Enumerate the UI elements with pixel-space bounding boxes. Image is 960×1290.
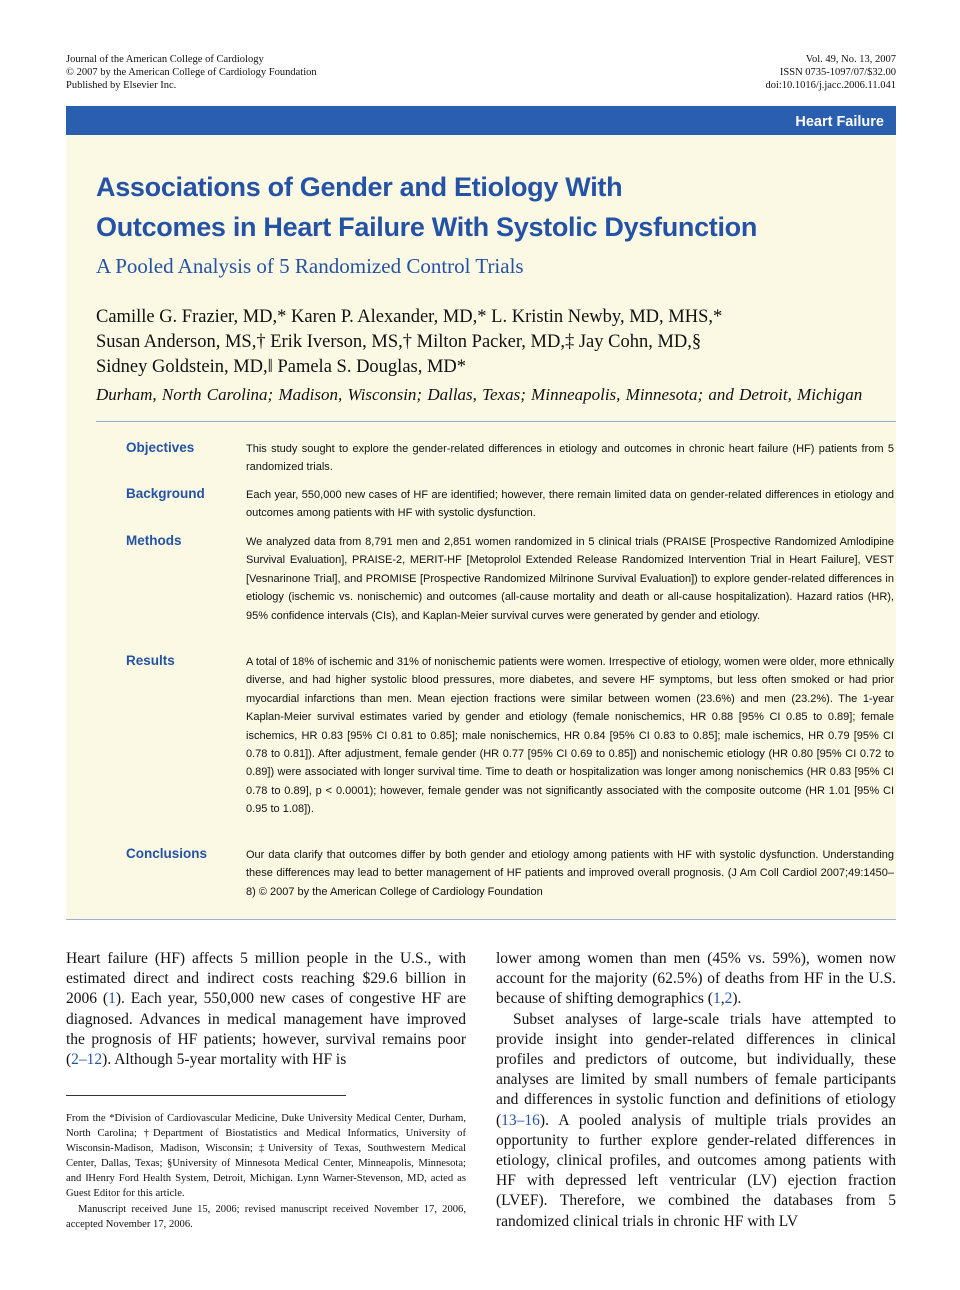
journal-header <box>66 53 317 92</box>
reference-link[interactable]: 2–12 <box>71 1051 103 1069</box>
divider <box>66 919 896 920</box>
background-text: Each year, 550,000 new cases of HF are identified; however, there remain limited data on gender-related differences in etiology and outcomes among patients with HF with systolic dysfunction. <box>246 489 894 520</box>
conclusions-text: Our data clarify that outcomes differ by both gender and etiology among patients with HF with systolic dysfunction. Understanding these differences may lead to better management of HF patients and improved overall prognosis. (J Am Coll Cardiol 2007;49:1450–8) © 2007 by the American College of Cardiology Foundation <box>246 849 894 898</box>
results-text: A total of 18% of ischemic and 31% of nonischemic patients were women. Irrespective of etiology, women were older, more ethnically diverse, and had higher systolic blood pressures, more diabetes, and severe HF symptoms, but less often smoked or had prior myocardial infarctions than men. Mean ejection fractions were similar between women (23.6%) and men (23.2%). The 1-year Kaplan-Meier survival estimates varied by gender and etiology (female nonischemics, HR 0.88 [95% CI 0.85 to 0.89]; female ischemics, HR 0.83 [95% CI 0.81 to 0.85]; male nonischemics, HR 0.84 [95% CI 0.83 to 0.85]; male ischemics, HR 0.79 [95% CI 0.78 to 0.81]). After adjustment, female gender (HR 0.77 [95% CI 0.69 to 0.85]) and nonischemic etiology (HR 0.80 [95% CI 0.72 to 0.89]) were associated with longer survival time. Time to death or hospitalization was longer among nonischemics (HR 0.83 [95% CI 0.78 to 0.89], p < 0.0001); however, female gender was not significantly associated with the composite outcome (HR 1.01 [95% CI 0.95 to 1.08]). <box>246 656 894 816</box>
author-locations: Durham, North Carolina; Madison, Wisconsin; Dallas, Texas; Minneapolis, Minnesota; and Detroit, Michigan <box>96 385 863 404</box>
section-band <box>66 106 896 135</box>
footnote-affiliations: From the *Division of Cardiovascular Medicine, Duke University Medical Center, Durham, North Carolina; †Department of Biostatistics and Medical Informatics, University of Wisconsin-Madison, Madison, Wisconsin; ‡University of Texas, Southwestern Medical Center, Dallas, Texas; §University of Minnesota Medical Center, Minneapolis, Minnesota; and ‖Henry Ford Health System, Detroit, Michigan. Lynn Warner-Stevenson, MD, acted as Guest Editor for this article. <box>66 1113 466 1200</box>
methods-label: Methods <box>126 533 182 548</box>
footnote-received: Manuscript received June 15, 2006; revised manuscript received November 17, 2006, accepted November 17, 2006. <box>66 1203 466 1230</box>
reference-link[interactable]: 1 <box>712 990 721 1008</box>
publisher-line: Published by Elsevier Inc. <box>66 80 177 91</box>
body-column-left <box>66 949 466 1070</box>
methods-text: We analyzed data from 8,791 men and 2,851 women randomized in 5 clinical trials (PRAISE [Prospective Randomized Amlodipine Survival Evaluation], PRAISE-2, MERIT-HF [Metoprolol Extended Release Randomized Intervention Trial in Heart Failure], VEST [Vesnarinone Trial], and PROMISE [Prospective Randomized Milrinone Survival Evaluation]) to explore gender-related differences in etiology (ischemic vs. nonischemic) and outcomes (all-cause mortality and death or all-cause hospitalization). Hazard ratios (HR), 95% confidence intervals (CIs), and Kaplan-Meier survival curves were generated by gender and etiology. <box>246 536 894 622</box>
results-label: Results <box>126 653 175 668</box>
footnote <box>66 1111 466 1232</box>
authors-line-2: Susan Anderson, MS,† Erik Iverson, MS,† Milton Packer, MD,‡ Jay Cohn, MD,§ <box>96 332 702 352</box>
article-subtitle: A Pooled Analysis of 5 Randomized Control Trials <box>96 254 524 278</box>
objectives-label: Objectives <box>126 440 195 455</box>
conclusions-label: Conclusions <box>126 846 208 861</box>
body-column-right <box>496 949 896 1232</box>
body-paragraph: Heart failure (HF) affects 5 million people in the U.S., with estimated direct and indirect costs reaching $29.6 billion in 2006 (1). Each year, 550,000 new cases of congestive HF are diagnosed. Advances in medical management have improved the prognosis of HF patients; however, survival remains poor (2–12). Although 5-year mortality with HF is <box>66 950 466 1069</box>
section-label: Heart Failure <box>795 114 884 130</box>
citation-header <box>765 53 896 92</box>
reference-link[interactable]: 2 <box>724 990 733 1008</box>
title-line-2: Outcomes in Heart Failure With Systolic Dysfunction <box>96 212 758 242</box>
author-list <box>96 305 722 380</box>
reference-link[interactable]: 1 <box>108 990 116 1008</box>
footnote-divider <box>66 1095 346 1096</box>
body-paragraph: Subset analyses of large-scale trials have attempted to provide insight into gender-related differences in clinical profiles and predictors of outcome, but individually, these analyses are limited by small numbers of female participants and differences in systolic function and definitions of etiology (13–16). A pooled analysis of multiple trials provides an opportunity to further explore gender-related differences in etiology, clinical profiles, and outcomes among patients with HF with depressed left ventricular (LV) ejection fraction (LVEF). Therefore, we combined the databases from 5 randomized clinical trials in chronic HF with LV <box>496 1010 896 1230</box>
authors-line-3: Sidney Goldstein, MD,‖ Pamela S. Douglas, MD* <box>96 357 467 377</box>
copyright-line: © 2007 by the American College of Cardiology Foundation <box>66 67 317 78</box>
divider <box>96 421 896 422</box>
issn-line: ISSN 0735-1097/07/$32.00 <box>779 67 896 78</box>
title-line-1: Associations of Gender and Etiology With <box>96 172 623 202</box>
article-title <box>96 167 757 247</box>
doi-line: doi:10.1016/j.jacc.2006.11.041 <box>765 80 896 91</box>
authors-line-1: Camille G. Frazier, MD,* Karen P. Alexander, MD,* L. Kristin Newby, MD, MHS,* <box>96 307 723 327</box>
background-label: Background <box>126 486 205 501</box>
journal-name: Journal of the American College of Cardiology <box>66 54 264 65</box>
body-paragraph: lower among women than men (45% vs. 59%), women now account for the majority (62.5%) of deaths from HF in the U.S. because of shifting demographics (1,2). <box>496 950 896 1008</box>
objectives-text: This study sought to explore the gender-related differences in etiology and outcomes in chronic heart failure (HF) patients from 5 randomized trials. <box>246 443 894 474</box>
reference-link[interactable]: 13–16 <box>501 1111 540 1129</box>
volume-line: Vol. 49, No. 13, 2007 <box>805 54 896 65</box>
